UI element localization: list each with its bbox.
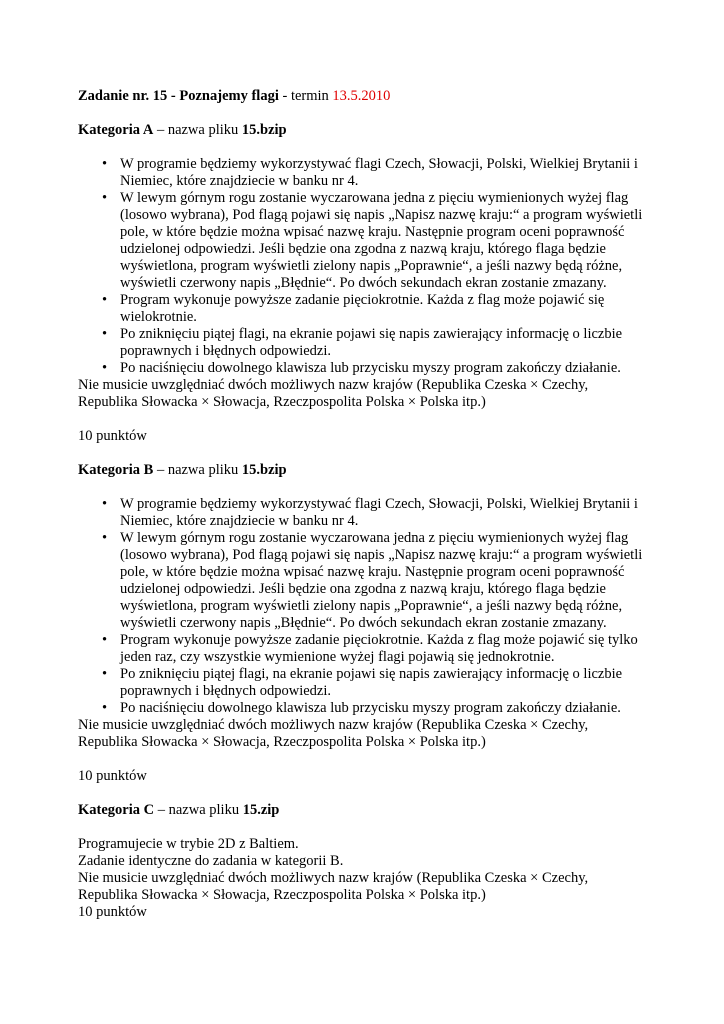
- list-item: • W lewym górnym rogu zostanie wyczarowana jedna z pięciu wymienionych wyżej flag (losowo wybrana), Pod flagą pojawi się napis „Napisz nazwę kraju:“ a program wyświetli pole, w które będzie można wpisać nazwę kraju. Następnie program oceni poprawność udzielonej odpowiedzi. Jeśli będzie ona zgodna z nazwą kraju, którego flaga będzie wyświetlona, program wyświetli zielony napis „Poprawnie“, a jeśli nazwy będą różne, wyświetli czerwony napis „Błędnie“. Po dwóch sekundach ekran zostanie zmazany.: [78, 190, 658, 292]
- list-item: • Po naciśnięciu dowolnego klawisza lub przycisku myszy program zakończy działanie.: [78, 360, 658, 377]
- task-title-main: Zadanie nr. 15 - Poznajemy flagi: [78, 88, 279, 104]
- list-item: • W programie będziemy wykorzystywać flagi Czech, Słowacji, Polski, Wielkiej Brytanii i Niemiec, które znajdziecie w banku nr 4.: [78, 496, 658, 530]
- list-item: • Program wykonuje powyższe zadanie pięciokrotnie. Każda z flag może pojawić się wielokrotnie.: [78, 292, 658, 326]
- category-b-title: Kategoria B: [78, 462, 154, 478]
- category-a-note-2: Republika Słowacka × Słowacja, Rzeczpospolita Polska × Polska itp.): [78, 394, 486, 410]
- category-c-points: 10 punktów: [78, 904, 147, 920]
- category-c-line-1: Programujecie w trybie 2D z Baltiem.: [78, 836, 299, 852]
- category-c-heading: [78, 802, 658, 819]
- category-a-note-1: Nie musicie uwzględniać dwóch możliwych nazw krajów (Republika Czeska × Czechy,: [78, 377, 589, 393]
- category-b-label: – nazwa pliku: [153, 462, 242, 478]
- category-b-points: 10 punktów: [78, 768, 147, 784]
- category-b-note-1: Nie musicie uwzględniać dwóch możliwych nazw krajów (Republika Czeska × Czechy,: [78, 717, 589, 733]
- task-deadline-date: 13.5.2010: [332, 88, 391, 104]
- category-b-filename: 15.bzip: [241, 462, 287, 478]
- category-c-note-2: Republika Słowacka × Słowacja, Rzeczpospolita Polska × Polska itp.): [78, 887, 486, 903]
- category-b-list: [78, 496, 658, 717]
- document-page: [78, 88, 658, 921]
- list-item: • Po naciśnięciu dowolnego klawisza lub przycisku myszy program zakończy działanie.: [78, 700, 658, 717]
- list-item: • W lewym górnym rogu zostanie wyczarowana jedna z pięciu wymienionych wyżej flag (losowo wybrana), Pod flagą pojawi się napis „Napisz nazwę kraju:“ a program wyświetli pole, w które będzie można wpisać nazwę kraju. Następnie program oceni poprawność udzielonej odpowiedzi. Jeśli będzie ona zgodna z nazwą kraju, którego flaga będzie wyświetlona, program wyświetli zielony napis „Poprawnie“, a jeśli nazwy będą różne, wyświetli czerwony napis „Błędnie“. Po dwóch sekundach ekran zostanie zmazany.: [78, 530, 658, 632]
- list-item: • Po zniknięciu piątej flagi, na ekranie pojawi się napis zawierający informację o liczbie poprawnych i błędnych odpowiedzi.: [78, 326, 658, 360]
- list-item: • Program wykonuje powyższe zadanie pięciokrotnie. Każda z flag może pojawić się tylko jeden raz, czy wszystkie wymienione wyżej flagi pojawią się jednokrotnie.: [78, 632, 658, 666]
- category-b-note-2: Republika Słowacka × Słowacja, Rzeczpospolita Polska × Polska itp.): [78, 734, 486, 750]
- list-item: • W programie będziemy wykorzystywać flagi Czech, Słowacji, Polski, Wielkiej Brytanii i Niemiec, które znajdziecie w banku nr 4.: [78, 156, 658, 190]
- category-c-label: – nazwa pliku: [154, 802, 243, 818]
- list-item: • Po zniknięciu piątej flagi, na ekranie pojawi się napis zawierający informację o liczbie poprawnych i błędnych odpowiedzi.: [78, 666, 658, 700]
- task-title-sep: - termin: [278, 88, 333, 104]
- category-a-filename: 15.bzip: [241, 122, 287, 138]
- category-c-line-2: Zadanie identyczne do zadania w kategorii B.: [78, 853, 344, 869]
- category-a-heading: [78, 122, 658, 139]
- category-a-points: 10 punktów: [78, 428, 147, 444]
- category-c-filename: 15.zip: [242, 802, 280, 818]
- category-a-list: [78, 156, 658, 377]
- category-c-title: Kategoria C: [78, 802, 155, 818]
- category-b-heading: [78, 462, 658, 479]
- category-a-title: Kategoria A: [78, 122, 154, 138]
- category-a-label: – nazwa pliku: [153, 122, 242, 138]
- task-title: [78, 88, 658, 105]
- category-c-note-1: Nie musicie uwzględniać dwóch możliwych nazw krajów (Republika Czeska × Czechy,: [78, 870, 589, 886]
